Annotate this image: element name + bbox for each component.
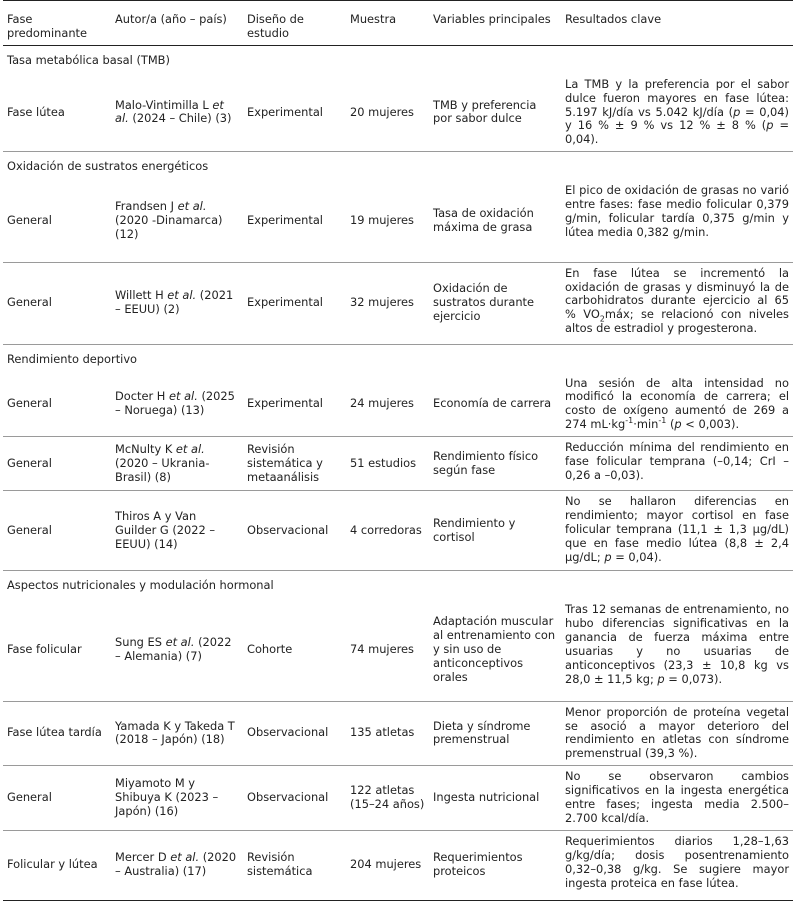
cell-autor (111, 830, 243, 900)
text-segment: < 0,003). (681, 417, 740, 432)
cell-muestra: 4 corredoras (346, 491, 429, 571)
cell-muestra: 74 mujeres (346, 599, 429, 701)
cell-variables: Tasa de oxidación máxima de grasa (429, 180, 561, 262)
header-autor: Autor/a (año – país) (111, 1, 243, 46)
text-segment: máx; se relacionó con niveles altos de estradiol y progesterona. (565, 307, 789, 336)
text-segment: p (604, 549, 612, 564)
cell-fase: Fase folicular (3, 599, 111, 701)
text-segment: ( (666, 417, 675, 432)
text-segment: et al. (175, 441, 205, 456)
cell-diseno: Observacional (243, 491, 346, 571)
cell-resultados (561, 491, 793, 571)
section-title: Rendimiento deportivo (7, 351, 138, 366)
text-segment: 2 (599, 314, 605, 324)
text-segment: (2020 – Australia) (17) (115, 850, 237, 879)
text-segment: No se observaron cambios significativos en la ingesta energética entre fases; ingesta media 2.500–2.700 kcal/día. (565, 769, 789, 825)
cell-diseno: Experimental (243, 180, 346, 262)
section-header-row (3, 571, 793, 599)
cell-resultados (561, 262, 793, 344)
cell-muestra: 32 mujeres (346, 262, 429, 344)
text-segment: (2024 – Chile) (3) (128, 111, 232, 126)
cell-fase: General (3, 180, 111, 262)
cell-autor (111, 599, 243, 701)
text-segment: et al. (177, 199, 207, 214)
text-segment: et al. (168, 389, 198, 404)
cell-muestra: 19 mujeres (346, 180, 429, 262)
cell-fase: General (3, 373, 111, 437)
text-segment: (2025 – Noruega) (13) (115, 389, 235, 418)
text-segment: Mercer D (115, 850, 171, 865)
text-segment: Requerimientos diarios 1,28–1,63 g/kg/día; dosis posentrenamiento 0,32–0,38 g/kg. Se sugiere mayor ingesta proteica en fase lútea. (565, 833, 789, 890)
text-segment: Thiros A y Van Guilder G (2022 – EEUU) (14) (115, 508, 216, 551)
table-row (3, 262, 793, 344)
section-header-row (3, 45, 793, 73)
cell-autor (111, 180, 243, 262)
header-resultados: Resultados clave (561, 1, 793, 46)
cell-diseno: Observacional (243, 766, 346, 831)
cell-fase: Fase lútea (3, 74, 111, 152)
cell-diseno: Revisión sistemática (243, 830, 346, 900)
text-segment: Menor proporción de proteína vegetal se asoció a mayor deterioro del rendimiento en atletas con síndrome premenstrual (39,3 %). (565, 704, 789, 761)
section-title: Aspectos nutricionales y modulación hormonal (7, 578, 274, 593)
cell-fase: General (3, 262, 111, 344)
text-segment: La TMB y la preferencia por el sabor dulce fueron mayores en fase lútea: 5.197 kJ/día vs 5.042 kJ/día ( (565, 76, 789, 119)
cell-variables: Rendimiento y cortisol (429, 491, 561, 571)
cell-resultados (561, 437, 793, 491)
section-title: Tasa metabólica basal (TMB) (7, 52, 170, 67)
cell-variables: Oxidación de sustratos durante ejercicio (429, 262, 561, 344)
text-segment: (2021 – EEUU) (2) (115, 288, 234, 317)
cell-fase: General (3, 766, 111, 831)
cell-autor (111, 373, 243, 437)
text-segment: p (657, 671, 665, 686)
cell-muestra: 24 mujeres (346, 373, 429, 437)
header-diseno: Diseño de estudio (243, 1, 346, 46)
text-segment: Frandsen J (115, 199, 178, 214)
text-segment: et al. (167, 288, 197, 303)
text-segment: Yamada K y Takeda T (2018 – Japón) (18) (115, 718, 235, 747)
cell-autor (111, 701, 243, 766)
cell-resultados (561, 74, 793, 152)
cell-fase: General (3, 491, 111, 571)
cell-variables: Ingesta nutricional (429, 766, 561, 831)
text-segment: p (674, 417, 682, 432)
text-segment: No se hallaron diferencias en rendimiento; mayor cortisol en fase folicular temprana (11,1 ± 1,3 µg/dL) que en fase medio lútea (8,8 ± 2,4 µg/dL; (565, 494, 789, 564)
cell-autor (111, 437, 243, 491)
cell-muestra: 122 atletas (15–24 años) (346, 766, 429, 831)
text-segment: Sung ES (115, 634, 166, 649)
text-segment: (2020 – Ukrania-Brasil) (8) (115, 455, 210, 484)
table-row (3, 766, 793, 831)
text-segment: Tras 12 semanas de entrenamiento, no hubo diferencias significativas en la ganancia de fuerza máxima entre usuarias y no usuarias de anticonceptivos (23,3 ± 10,8 kg vs 28,0 ± 11,5 kg; (565, 602, 789, 686)
cell-diseno: Experimental (243, 74, 346, 152)
text-segment: = 0,073). (664, 671, 723, 686)
cell-variables: TMB y preferencia por sabor dulce (429, 74, 561, 152)
text-segment: p (766, 118, 774, 133)
cell-diseno: Cohorte (243, 599, 346, 701)
cell-fase: Folicular y lútea (3, 830, 111, 900)
text-segment: Docter H (115, 389, 169, 404)
section-header-row (3, 152, 793, 180)
cell-resultados (561, 373, 793, 437)
results-table (3, 0, 793, 901)
cell-muestra: 135 atletas (346, 701, 429, 766)
cell-variables: Rendimiento físico según fase (429, 437, 561, 491)
cell-diseno: Experimental (243, 262, 346, 344)
text-segment: et al. (115, 97, 224, 126)
cell-variables: Economía de carrera (429, 373, 561, 437)
cell-resultados (561, 599, 793, 701)
text-segment: ·min (633, 417, 659, 432)
text-segment: -1 (658, 416, 667, 426)
text-segment: = 0,04) y 16 % ± 9 % vs 12 % ± 8 % ( (565, 104, 789, 133)
cell-diseno: Revisión sistemática y metaanálisis (243, 437, 346, 491)
table-row (3, 74, 793, 152)
text-segment: El pico de oxidación de grasas no varió entre fases: fase medio folicular 0,379 g/min, folicular tardía 0,375 g/min y lútea media 0,382 g/min. (565, 183, 789, 239)
section-header-row (3, 344, 793, 372)
text-segment: = 0,04). (611, 549, 662, 564)
text-segment: Una sesión de alta intensidad no modificó la economía de carrera; el costo de oxígeno aumentó de 269 a 274 mL·kg (565, 375, 789, 432)
text-segment: Miyamoto M y Shibuya K (2023 – Japón) (16) (115, 776, 219, 818)
cell-variables: Requerimientos proteicos (429, 830, 561, 900)
text-segment: Reducción mínima del rendimiento en fase folicular temprana (–0,14; CrI –0,26 a –0,03). (565, 440, 789, 482)
text-segment: (2022 – Alemania) (7) (115, 634, 232, 663)
cell-autor (111, 766, 243, 831)
table-row (3, 373, 793, 437)
cell-autor (111, 74, 243, 152)
table-body (3, 45, 793, 900)
cell-muestra: 51 estudios (346, 437, 429, 491)
text-segment: et al. (165, 634, 195, 649)
cell-resultados (561, 701, 793, 766)
text-segment: et al. (170, 850, 200, 865)
cell-variables: Adaptación muscular al entrenamiento con y sin uso de anticonceptivos orales (429, 599, 561, 701)
table-header-row (3, 1, 793, 46)
cell-resultados (561, 180, 793, 262)
text-segment: McNulty K (115, 441, 176, 456)
cell-fase: General (3, 437, 111, 491)
text-segment: -1 (625, 416, 634, 426)
text-segment: En fase lútea se incrementó la oxidación de grasas y disminuyó la de carbohidratos durante ejercicio al 65 % VO (565, 265, 789, 322)
results-table-container (3, 0, 793, 901)
text-segment: = 0,04). (565, 118, 789, 147)
cell-autor (111, 262, 243, 344)
header-variables: Variables principales (429, 1, 561, 46)
cell-autor (111, 491, 243, 571)
cell-diseno: Observacional (243, 701, 346, 766)
cell-variables: Dieta y síndrome premenstrual (429, 701, 561, 766)
cell-resultados (561, 830, 793, 900)
table-row (3, 701, 793, 766)
text-segment: Malo-Vintimilla L (115, 97, 213, 112)
cell-fase: Fase lútea tardía (3, 701, 111, 766)
table-row (3, 491, 793, 571)
text-segment: Willett H (115, 288, 168, 303)
table-row (3, 599, 793, 701)
cell-muestra: 204 mujeres (346, 830, 429, 900)
table-row (3, 437, 793, 491)
cell-muestra: 20 mujeres (346, 74, 429, 152)
text-segment: (2020 -Dinamarca) (12) (115, 212, 223, 241)
header-fase: Fase predominante (3, 1, 111, 46)
cell-resultados (561, 766, 793, 831)
cell-diseno: Experimental (243, 373, 346, 437)
table-row (3, 830, 793, 900)
table-row (3, 180, 793, 262)
header-muestra: Muestra (346, 1, 429, 46)
text-segment: p (733, 104, 741, 119)
section-title: Oxidación de sustratos energéticos (7, 159, 209, 174)
